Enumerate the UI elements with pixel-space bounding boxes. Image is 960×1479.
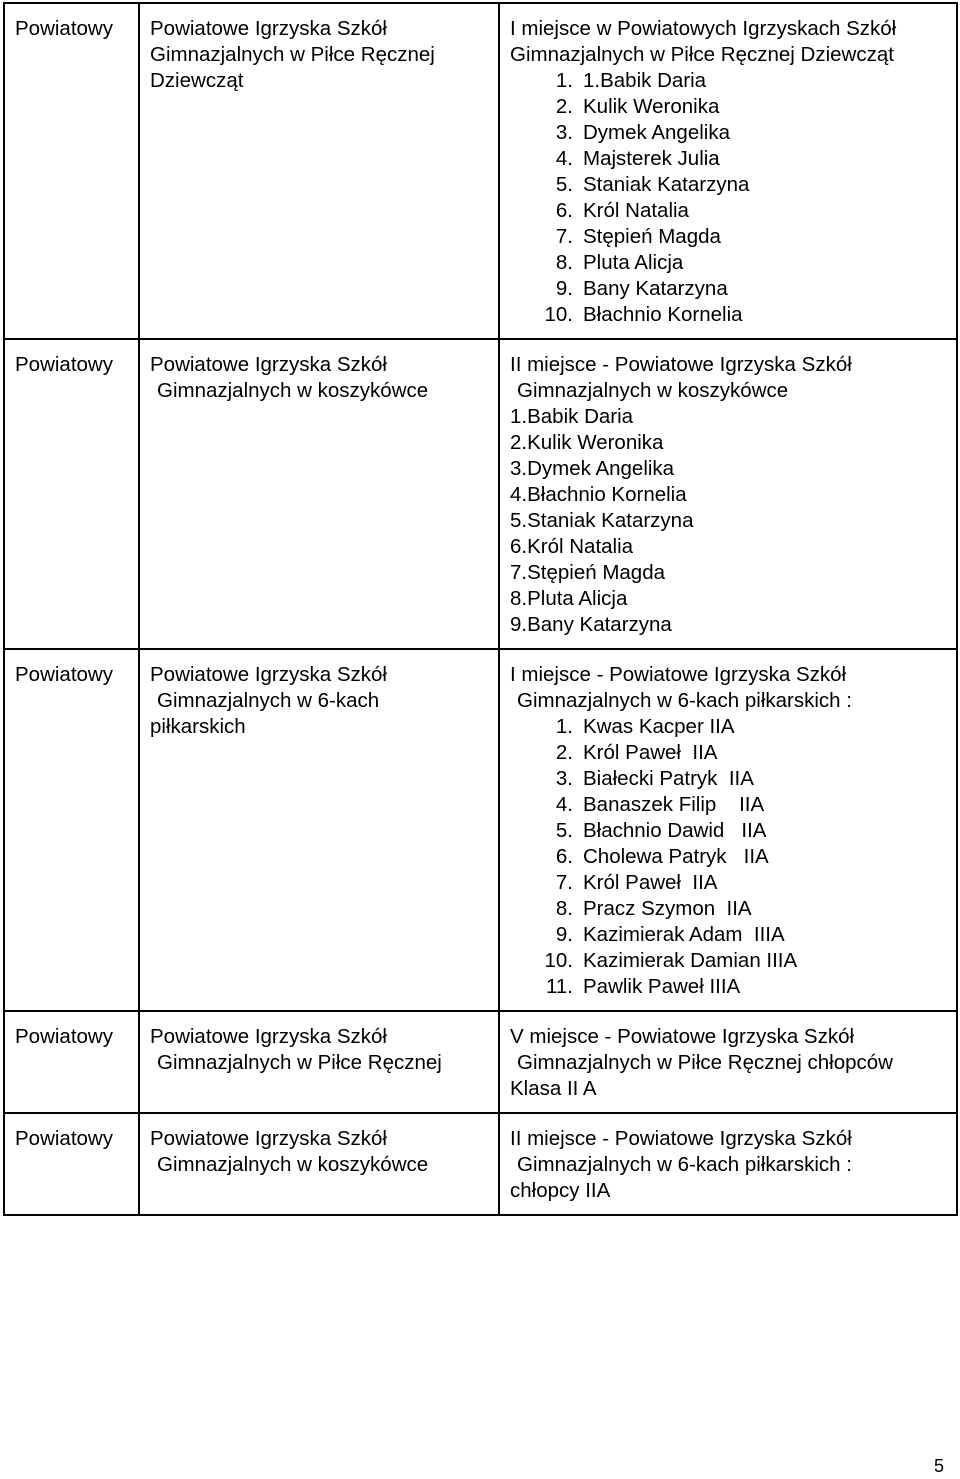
player-name: Stępień Magda	[583, 225, 721, 248]
event-line: Powiatowe Igrzyska Szkół	[150, 1127, 387, 1150]
result-cell	[499, 1011, 957, 1113]
list-item	[510, 896, 948, 922]
list-item: 5.Staniak Katarzyna	[510, 509, 694, 532]
list-item	[510, 146, 948, 172]
level-cell	[4, 3, 139, 339]
list-number: 10.	[544, 949, 573, 972]
event-cell	[139, 339, 499, 649]
event-line: Gimnazjalnych w koszykówce	[157, 1153, 429, 1176]
list-item	[510, 740, 948, 766]
level-cell	[4, 1113, 139, 1215]
result-cell	[499, 3, 957, 339]
list-item	[510, 302, 948, 328]
event-line: Powiatowe Igrzyska Szkół	[150, 1025, 387, 1048]
player-list	[510, 714, 948, 1000]
result-header-line: Gimnazjalnych w Piłce Ręcznej Dziewcząt	[510, 43, 894, 66]
list-item: 9.Bany Katarzyna	[510, 613, 672, 636]
list-item: 3.Dymek Angelika	[510, 457, 675, 480]
event-line: Gimnazjalnych w 6-kach	[157, 689, 380, 712]
player-name: Banaszek Filip IIA	[583, 793, 765, 816]
player-name: Białecki Patryk IIA	[583, 767, 754, 790]
list-item	[510, 974, 948, 1000]
result-header-line: Gimnazjalnych w koszykówce	[517, 379, 789, 402]
list-number: 6.	[555, 845, 573, 868]
list-number: 4.	[555, 793, 573, 816]
list-item	[510, 870, 948, 896]
list-number: 9.	[555, 277, 573, 300]
list-item	[510, 120, 948, 146]
list-number: 3.	[555, 121, 573, 144]
level-text: Powiatowy	[15, 1025, 113, 1048]
list-number: 8.	[555, 897, 573, 920]
list-number: 4.	[555, 147, 573, 170]
player-name: Pawlik Paweł IIIA	[583, 975, 741, 998]
player-name: Kazimierak Adam IIIA	[583, 923, 785, 946]
list-number: 1.	[555, 715, 573, 738]
list-item: 8.Pluta Alicja	[510, 587, 628, 610]
level-cell	[4, 649, 139, 1011]
result-header-line: Gimnazjalnych w Piłce Ręcznej chłopców	[517, 1051, 893, 1074]
list-item	[510, 250, 948, 276]
list-item	[510, 792, 948, 818]
player-name: Błachnio Kornelia	[583, 303, 743, 326]
results-table	[3, 2, 958, 1216]
list-number: 7.	[555, 225, 573, 248]
event-cell	[139, 649, 499, 1011]
list-item	[510, 94, 948, 120]
table-row	[4, 339, 957, 649]
player-name: Pracz Szymon IIA	[583, 897, 752, 920]
event-line: Gimnazjalnych w koszykówce	[157, 379, 429, 402]
list-item: 1.Babik Daria	[510, 405, 634, 428]
level-cell	[4, 1011, 139, 1113]
result-header-line: V miejsce - Powiatowe Igrzyska Szkół	[510, 1025, 855, 1048]
table-row	[4, 1113, 957, 1215]
table-row	[4, 1011, 957, 1113]
list-item: 7.Stępień Magda	[510, 561, 666, 584]
result-header-line: II miejsce - Powiatowe Igrzyska Szkół	[510, 353, 852, 376]
list-item	[510, 844, 948, 870]
level-text: Powiatowy	[15, 353, 113, 376]
list-number: 11.	[546, 975, 573, 998]
list-item	[510, 172, 948, 198]
list-number: 7.	[555, 871, 573, 894]
result-cell	[499, 339, 957, 649]
list-item	[510, 714, 948, 740]
level-cell	[4, 339, 139, 649]
list-item	[510, 198, 948, 224]
list-number: 10.	[544, 303, 573, 326]
event-cell	[139, 3, 499, 339]
event-cell	[139, 1011, 499, 1113]
player-name: Dymek Angelika	[583, 121, 730, 144]
list-number: 3.	[555, 767, 573, 790]
result-header-line: Gimnazjalnych w 6-kach piłkarskich :	[517, 689, 852, 712]
player-name: Kwas Kacper IIA	[583, 715, 735, 738]
list-item	[510, 818, 948, 844]
player-name: Kazimierak Damian IIIA	[583, 949, 798, 972]
list-number: 2.	[555, 95, 573, 118]
player-name: Król Paweł IIA	[583, 741, 718, 764]
result-cell	[499, 1113, 957, 1215]
list-number: 1.	[555, 69, 573, 92]
level-text: Powiatowy	[15, 17, 113, 40]
player-name: Staniak Katarzyna	[583, 173, 750, 196]
list-number: 2.	[555, 741, 573, 764]
result-cell	[499, 649, 957, 1011]
list-item	[510, 922, 948, 948]
list-item: 6.Król Natalia	[510, 535, 634, 558]
player-name: Bany Katarzyna	[583, 277, 728, 300]
player-list	[510, 68, 948, 328]
table-row	[4, 649, 957, 1011]
result-tail-line: Klasa II A	[510, 1077, 597, 1100]
event-line: Dziewcząt	[150, 69, 244, 92]
event-line: Powiatowe Igrzyska Szkół	[150, 353, 387, 376]
event-cell	[139, 1113, 499, 1215]
player-name: Cholewa Patryk IIA	[583, 845, 769, 868]
table-row	[4, 3, 957, 339]
player-name: Kulik Weronika	[583, 95, 720, 118]
result-header-line: Gimnazjalnych w 6-kach piłkarskich :	[517, 1153, 852, 1176]
player-name: Król Paweł IIA	[583, 871, 718, 894]
list-item: 4.Błachnio Kornelia	[510, 483, 687, 506]
list-number: 5.	[555, 173, 573, 196]
list-item	[510, 276, 948, 302]
player-name: Pluta Alicja	[583, 251, 684, 274]
list-item	[510, 68, 948, 94]
list-item	[510, 224, 948, 250]
event-line: Powiatowe Igrzyska Szkół	[150, 663, 387, 686]
list-number: 8.	[555, 251, 573, 274]
player-list	[510, 404, 948, 638]
list-number: 6.	[555, 199, 573, 222]
list-item	[510, 766, 948, 792]
level-text: Powiatowy	[15, 663, 113, 686]
player-name: Błachnio Dawid IIA	[583, 819, 767, 842]
result-tail-line: chłopcy IIA	[510, 1179, 611, 1202]
list-item	[510, 948, 948, 974]
level-text: Powiatowy	[15, 1127, 113, 1150]
list-number: 9.	[555, 923, 573, 946]
event-line: piłkarskich	[150, 715, 246, 738]
event-line: Powiatowe Igrzyska Szkół	[150, 17, 387, 40]
event-line: Gimnazjalnych w Piłce Ręcznej	[157, 1051, 442, 1074]
player-name: 1.Babik Daria	[583, 69, 707, 92]
list-item: 2.Kulik Weronika	[510, 431, 664, 454]
player-name: Majsterek Julia	[583, 147, 720, 170]
page-number: 5	[933, 1456, 944, 1476]
event-line: Gimnazjalnych w Piłce Ręcznej	[150, 43, 435, 66]
result-header-line: II miejsce - Powiatowe Igrzyska Szkół	[510, 1127, 852, 1150]
result-header-line: I miejsce - Powiatowe Igrzyska Szkół	[510, 663, 847, 686]
list-number: 5.	[555, 819, 573, 842]
player-name: Król Natalia	[583, 199, 689, 222]
result-header-line: I miejsce w Powiatowych Igrzyskach Szkół	[510, 17, 897, 40]
